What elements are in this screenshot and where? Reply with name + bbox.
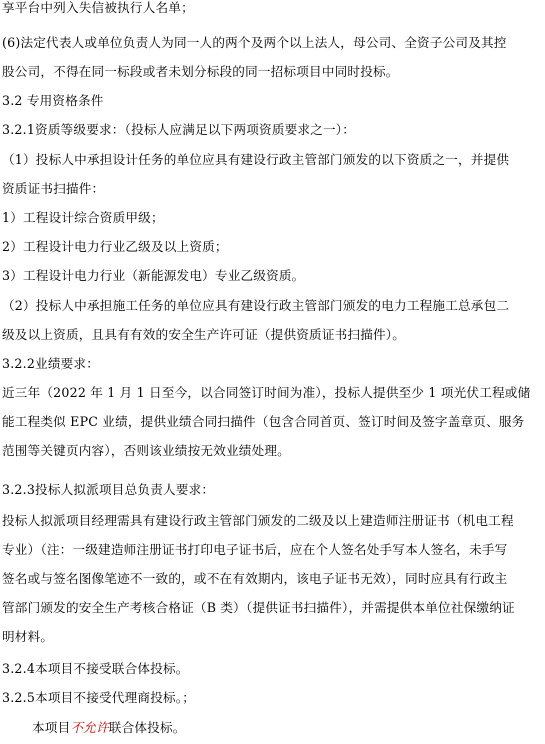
- text-line: （2）投标人中承担施工任务的单位应具有建设行政主管部门颁发的电力工程施工总承包二: [2, 298, 510, 313]
- text-line: 级及以上资质，且具有有效的安全生产许可证（提供资质证书扫描件）。: [2, 327, 406, 342]
- subsection-heading: 3.2.3投标人拟派项目总负责人要求：: [2, 482, 215, 497]
- text-line: 签名或与签名图像笔迹不一致的，或不在有效期内，该电子证书无效），同时应具有行政主: [2, 571, 508, 586]
- final-statement: [32, 718, 186, 738]
- list-item: 1）工程设计综合资质甲级；: [2, 210, 164, 225]
- text-line: 近三年（2022 年 1 月 1 日至今，以合同签订时间为准），投标人提供至少 1 项光伏工程或储: [2, 385, 531, 400]
- text-line: 能工程类似 EPC 业绩，提供业绩合同扫描件（包含合同首页、签订时间及签字盖章页、服务: [2, 414, 525, 429]
- text-line: 投标人拟派项目经理需具有建设行政主管部门颁发的二级及以上建造师注册证书（机电工程: [2, 513, 514, 528]
- list-item: 2）工程设计电力行业乙级及以上资质；: [2, 239, 228, 254]
- final-statement-emphasis: 不允许: [70, 720, 109, 735]
- text-line: 享平台中列入失信被执行人名单；: [2, 0, 194, 15]
- final-statement-prefix: 本项目: [32, 720, 71, 735]
- final-statement-suffix: 联合体投标。: [108, 720, 186, 735]
- text-line: 管部门颁发的安全生产考核合格证（B 类）（提供证书扫描件），并需提供本单位社保缴纳证: [2, 600, 515, 615]
- text-line: 股公司，不得在同一标段或者未划分标段的同一招标项目中同时投标。: [2, 64, 399, 79]
- text-line: 专业）（注：一级建造师注册证书打印电子证书后，应在个人签名处手写本人签名，未手写: [2, 542, 508, 557]
- list-item: 3）工程设计电力行业（新能源发电）专业乙级资质。: [2, 268, 305, 283]
- text-line: （1）投标人中承担设计任务的单位应具有建设行政主管部门颁发的以下资质之一，并提供: [2, 152, 510, 167]
- subsection-heading: 3.2.4本项目不接受联合体投标。: [2, 661, 189, 676]
- section-heading: 3.2 专用资格条件: [2, 93, 104, 108]
- subsection-heading: 3.2.5本项目不接受代理商投标。；: [2, 690, 196, 705]
- subsection-heading: 3.2.1资质等级要求：（投标人应满足以下两项资质要求之一）：: [2, 122, 356, 137]
- text-line: 范围等关键页内容），否则该业绩按无效业绩处理。: [2, 443, 290, 458]
- text-line: 资质证书扫描件：: [2, 181, 105, 196]
- text-line: 明材料。: [2, 629, 54, 644]
- text-line: (6)法定代表人或单位负责人为同一人的两个及两个以上法人，母公司、全资子公司及其控: [2, 35, 507, 50]
- subsection-heading: 3.2.2业绩要求：: [2, 356, 100, 371]
